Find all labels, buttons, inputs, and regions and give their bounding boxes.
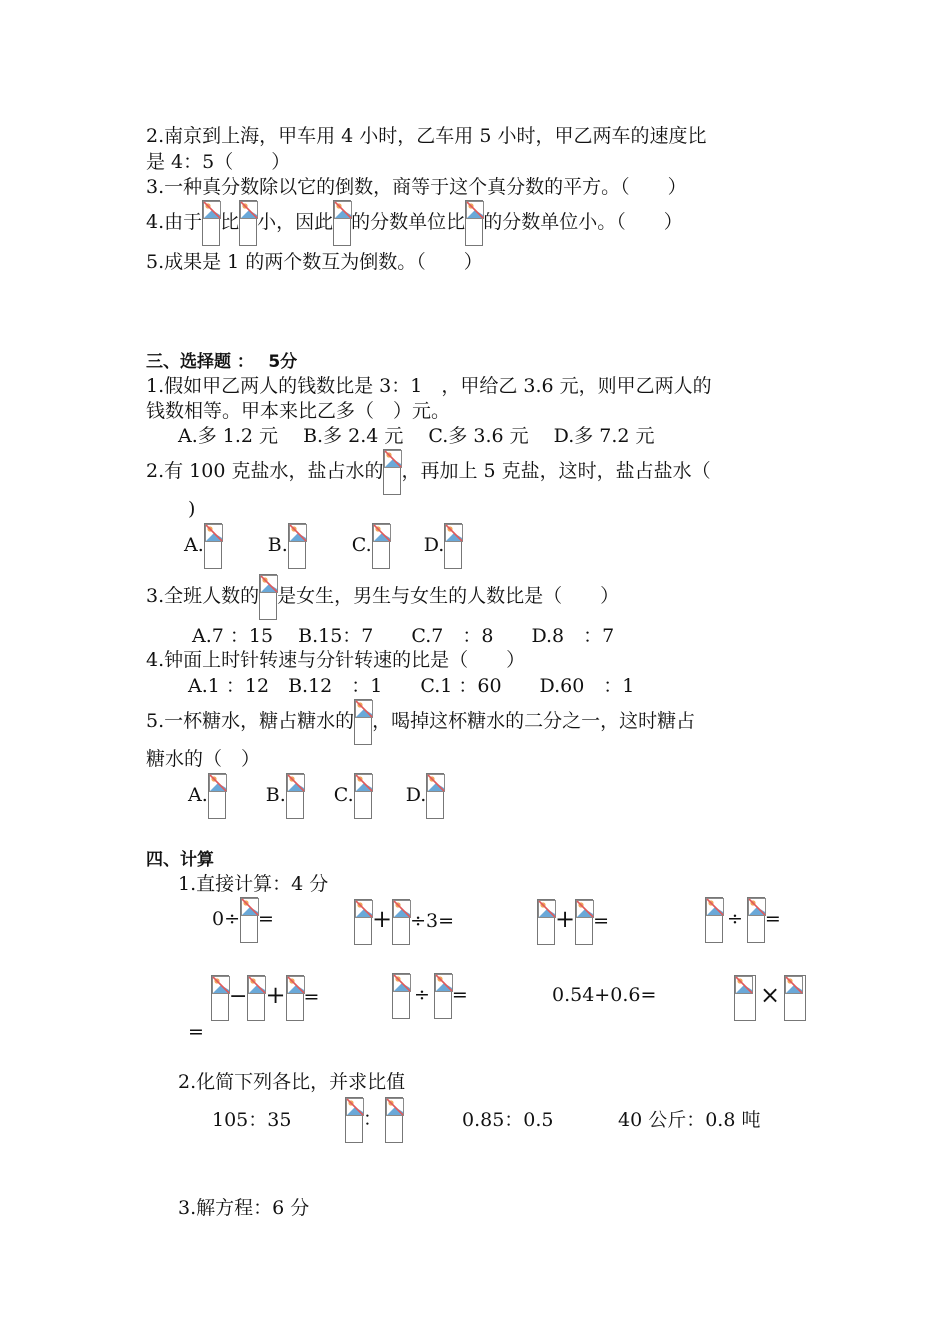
judge-q4-part5: 的分数单位小。（ ） [483, 211, 683, 233]
fraction-image-icon [385, 1097, 403, 1143]
judge-q3: 3.一种真分数除以它的倒数，商等于这个真分数的平方。（ ） [146, 176, 687, 198]
calc-expr-8 [734, 972, 806, 1021]
zero-divide: 0÷ [212, 908, 241, 930]
ratio-1: 105：35 [212, 1109, 292, 1131]
calc-expr-7: 0.54+0.6= [552, 984, 657, 1006]
choice-q3-options: A.7 ：15 B.15：7 C.7 ：8 D.8 ：7 [192, 625, 615, 647]
calc-expr-5 [211, 972, 319, 1021]
choice-q1-line1: 1.假如甲乙两人的钱数比是 3：1 ，甲给乙 3.6 元，则甲乙两人的 [146, 375, 712, 397]
option-a-label: A. [184, 534, 204, 556]
fraction-image-icon [705, 897, 723, 943]
choice-heading: 三、选择题 ： 5分 [146, 352, 298, 372]
judge-q2-line1: 2.南京到上海，甲车用 4 小时，乙车用 5 小时，甲乙两车的速度比 [146, 125, 707, 147]
fraction-image-icon [286, 773, 304, 819]
calc-expr-3 [537, 896, 609, 945]
choice-q5-post: ，喝掉这杯糖水的二分之一，这时糖占 [372, 710, 696, 732]
fraction-image-icon [354, 699, 372, 745]
calc-expr-4 [705, 896, 781, 943]
fraction-image-icon [434, 973, 452, 1019]
fraction-image-icon [288, 523, 306, 569]
fraction-image-icon [208, 773, 226, 819]
choice-q4-options: A.1 ：12 B.12 ：1 C.1 ：60 D.60 ：1 [188, 675, 635, 697]
judge-q4-part2: 比 [220, 211, 240, 233]
option-a-label: A. [188, 784, 208, 806]
option-b-label: B. [265, 784, 286, 806]
fraction-image-icon [383, 449, 401, 495]
fraction-image-icon [247, 975, 265, 1021]
choice-q2-pre: 2.有 100 克盐水，盐占水的 [146, 460, 384, 482]
fraction-image-icon [204, 523, 222, 569]
fraction-image-icon [392, 973, 410, 1019]
choice-q3 [146, 573, 619, 620]
fraction-image-icon [354, 899, 372, 945]
choice-q5-options [188, 772, 444, 819]
fraction-image-icon [259, 574, 277, 620]
calc-sub1: 1.直接计算：4 分 [178, 873, 329, 895]
option-d-label: D. [405, 784, 427, 806]
fraction-image-icon [747, 897, 765, 943]
plus-sign: + [372, 905, 393, 933]
fraction-image-icon [202, 200, 220, 246]
calc-expr-2 [354, 896, 454, 945]
choice-q1-options: A.多 1.2 元 B.多 2.4 元 C.多 3.6 元 D.多 7.2 元 [178, 425, 655, 447]
fraction-image-icon [333, 200, 351, 246]
equals-sign: = [258, 908, 274, 930]
judge-q2-line2: 是 4：5（ ） [146, 151, 291, 173]
fraction-image-icon [575, 899, 593, 945]
choice-q1-line2: 钱数相等。甲本来比乙多（ ）元。 [146, 400, 451, 422]
option-b-label: B. [267, 534, 288, 556]
fraction-image-icon [372, 523, 390, 569]
calc-expr-1 [212, 896, 274, 943]
fraction-image-icon [286, 975, 304, 1021]
choice-q2-post: ，再加上 5 克盐，这时，盐占盐水（ [401, 460, 711, 482]
divide-sign: ÷ [727, 908, 743, 930]
choice-q3-post: 是女生，男生与女生的人数比是（ ） [277, 585, 620, 607]
choice-q2-line2: ) [188, 498, 196, 520]
option-c-label: C. [351, 534, 372, 556]
fraction-image-icon [345, 1097, 363, 1143]
fraction-image-icon [240, 897, 258, 943]
equals-sign: = [451, 984, 468, 1006]
judge-q4-part3: 小，因此 [257, 211, 334, 233]
divide-sign: ÷ [414, 984, 430, 1006]
judge-q4-part4: 的分数单位比 [351, 211, 466, 233]
calc-expr-6 [392, 972, 468, 1019]
times-sign: × [760, 981, 781, 1009]
fraction-image-icon [211, 975, 229, 1021]
option-c-label: C. [333, 784, 354, 806]
divide-three: ÷3= [410, 910, 455, 932]
fraction-image-icon [392, 899, 410, 945]
fraction-image-icon [426, 773, 444, 819]
ratio-3: 0.85：0.5 [462, 1109, 554, 1131]
fraction-image-icon [444, 523, 462, 569]
ratio-2 [345, 1096, 403, 1143]
calc-heading: 四、计算 [146, 850, 214, 870]
equals-sign: = [593, 910, 610, 932]
equals-sign: = [303, 986, 320, 1008]
equals-sign: = [764, 908, 781, 930]
fraction-image-icon [354, 773, 372, 819]
plus-sign: + [265, 981, 286, 1009]
choice-q5-pre: 5.一杯糖水，糖占糖水的 [146, 710, 355, 732]
minus-sign: − [229, 984, 248, 1009]
option-d-label: D. [423, 534, 445, 556]
judge-q5: 5.成果是 1 的两个数互为倒数。（ ） [146, 251, 483, 273]
fraction-image-icon [784, 975, 806, 1021]
choice-q2-line1 [146, 448, 711, 495]
judge-q4 [146, 199, 683, 246]
plus-sign: + [555, 905, 576, 933]
fraction-image-icon [734, 975, 756, 1021]
calc-sub3: 3.解方程：6 分 [178, 1197, 310, 1219]
choice-q2-options [184, 522, 462, 569]
ratio-colon: ： [363, 1108, 383, 1130]
choice-q4: 4.钟面上时针转速与分针转速的比是（ ） [146, 649, 526, 671]
choice-q5-line2: 糖水的（ ） [146, 748, 261, 770]
fraction-image-icon [239, 200, 257, 246]
choice-q3-pre: 3.全班人数的 [146, 585, 260, 607]
calc-expr-8-equals: = [188, 1021, 204, 1043]
fraction-image-icon [465, 200, 483, 246]
judge-q4-part1: 4.由于 [146, 211, 203, 233]
choice-q5-line1 [146, 698, 695, 745]
fraction-image-icon [537, 899, 555, 945]
ratio-4: 40 公斤：0.8 吨 [618, 1109, 761, 1131]
calc-sub2: 2.化简下列各比，并求比值 [178, 1071, 406, 1093]
